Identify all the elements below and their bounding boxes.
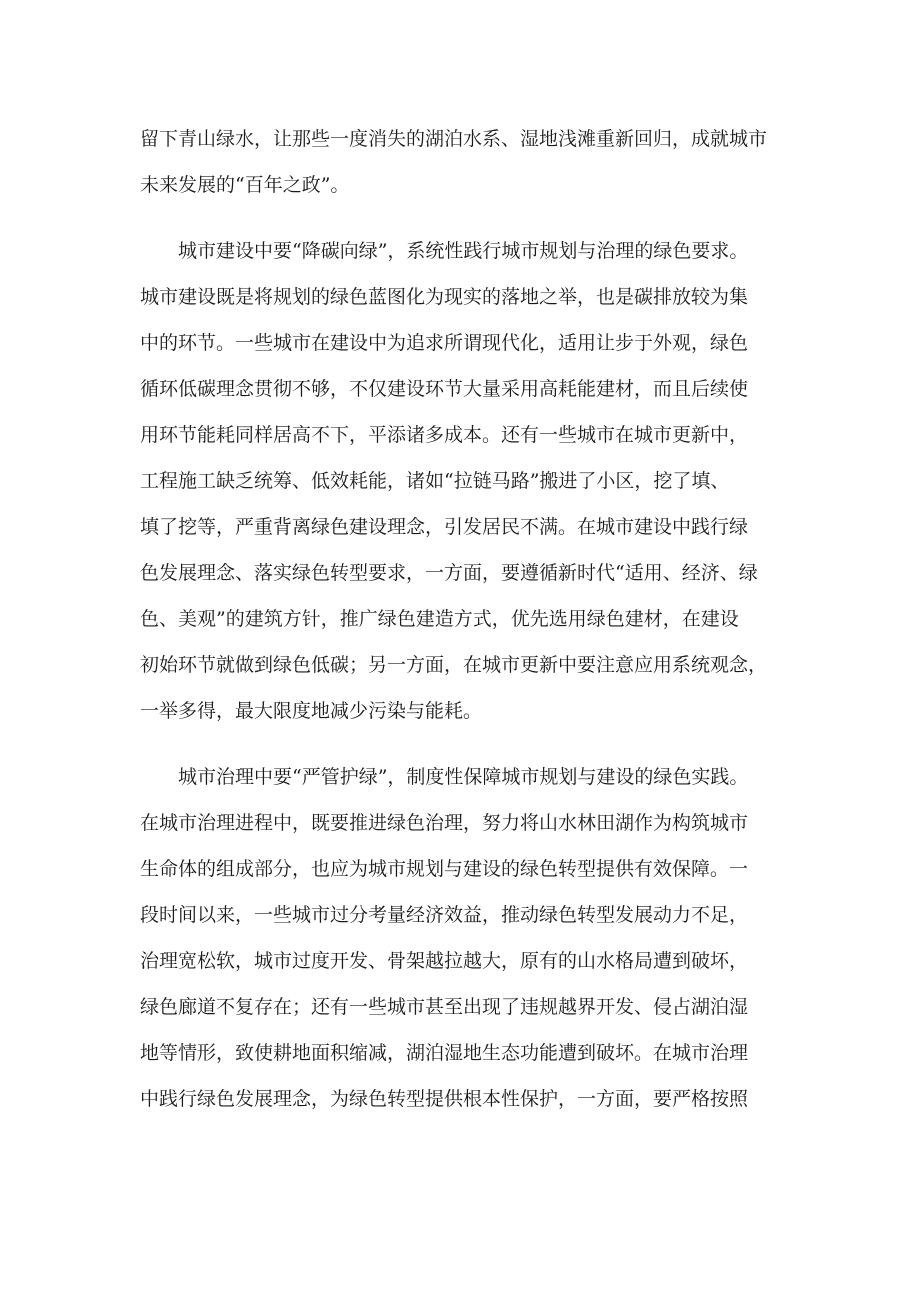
paragraph-3-line-1: 城市治理中要“严管护绿”，制度性保障城市规划与建设的绿色实践。 <box>178 766 749 788</box>
paragraph-3-line-5: 治理宽松软，城市过度开发、骨架越拉越大，原有的山水格局遭到破坏， <box>140 950 749 972</box>
paragraph-3-line-4: 段时间以来，一些城市过分考量经济效益，推动绿色转型发展动力不足， <box>140 904 749 926</box>
paragraph-3-line-2: 在城市治理进程中，既要推进绿色治理，努力将山水林田湖作为构筑城市 <box>140 812 749 834</box>
paragraph-2-line-3: 中的环节。一些城市在建设中为追求所谓现代化，适用让步于外观，绿色 <box>140 332 749 354</box>
paragraph-2-line-4: 循环低碳理念贯彻不够，不仅建设环节大量采用高耗能建材，而且后续使 <box>140 378 749 400</box>
paragraph-2-line-1: 城市建设中要“降碳向绿”，系统性践行城市规划与治理的绿色要求。 <box>178 240 749 262</box>
paragraph-2-line-10: 初始环节就做到绿色低碳；另一方面，在城市更新中要注意应用系统观念， <box>140 654 768 676</box>
paragraph-2-line-5: 用环节能耗同样居高不下，平添诸多成本。还有一些城市在城市更新中， <box>140 424 749 446</box>
paragraph-2-line-7: 填了挖等，严重背离绿色建设理念，引发居民不满。在城市建设中践行绿 <box>140 516 749 538</box>
paragraph-2-line-11: 一举多得，最大限度地减少污染与能耗。 <box>140 700 483 722</box>
paragraph-2-line-8: 色发展理念、落实绿色转型要求，一方面，要遵循新时代“适用、经济、绿 <box>140 562 758 584</box>
paragraph-2-line-6: 工程施工缺乏统筹、低效耗能，诸如“拉链马路”搬进了小区，挖了填、 <box>140 470 730 492</box>
paragraph-3-line-6: 绿色廊道不复存在；还有一些城市甚至出现了违规越界开发、侵占湖泊湿 <box>140 996 749 1018</box>
paragraph-3-line-3: 生命体的组成部分，也应为城市规划与建设的绿色转型提供有效保障。一 <box>140 858 749 880</box>
paragraph-2-line-9: 色、美观”的建筑方针，推广绿色建造方式，优先选用绿色建材，在建设 <box>140 608 739 630</box>
paragraph-1-line-2: 未来发展的“百年之政”。 <box>140 174 350 196</box>
paragraph-1-line-1: 留下青山绿水，让那些一度消失的湖泊水系、湿地浅滩重新回归，成就城市 <box>140 128 768 150</box>
paragraph-2-line-2: 城市建设既是将规划的绿色蓝图化为现实的落地之举，也是碳排放较为集 <box>140 286 749 308</box>
paragraph-3-line-7: 地等情形，致使耕地面积缩减，湖泊湿地生态功能遭到破坏。在城市治理 <box>140 1042 749 1064</box>
paragraph-3-line-8: 中践行绿色发展理念，为绿色转型提供根本性保护，一方面，要严格按照 <box>140 1088 749 1110</box>
